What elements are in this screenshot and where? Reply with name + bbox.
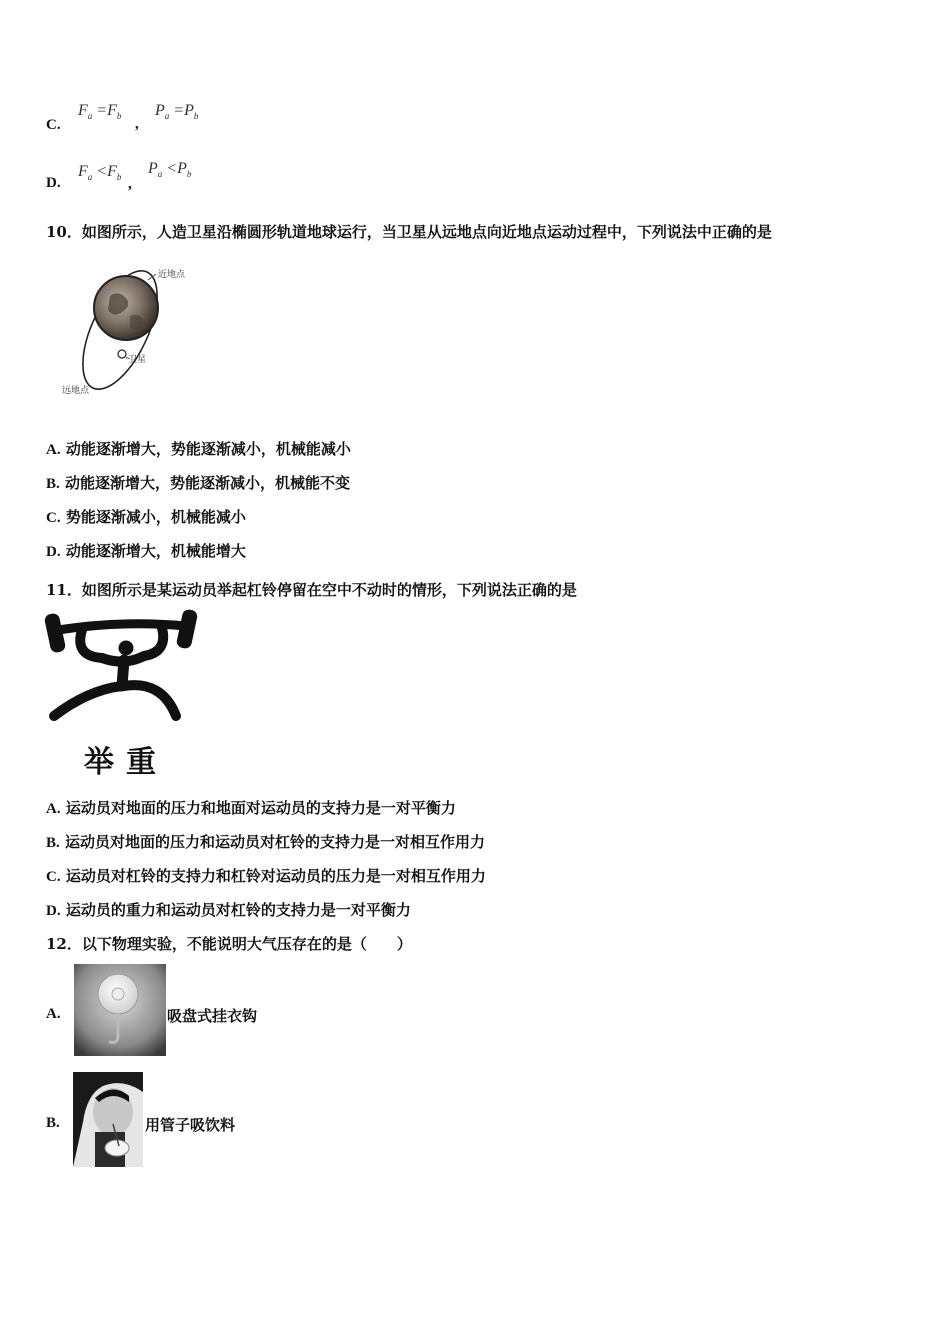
q10-option-b: B. 动能逐渐增大，势能逐渐减小，机械能不变 — [46, 474, 351, 492]
apogee-label: 远地点 — [62, 386, 90, 396]
suction-hook-photo — [74, 964, 166, 1056]
q12-stem: 12．以下物理实验，不能说明大气压存在的是（ ） — [46, 935, 412, 953]
q9-option-c-formula: $F_a =F_b$ — [78, 102, 122, 122]
q11-option-d: D. 运动员的重力和运动员对杠铃的支持力是一对平衡力 — [46, 901, 411, 919]
q12-option-b-text: 用管子吸饮料 — [145, 1116, 236, 1134]
satellite-icon — [118, 350, 126, 358]
q10-stem: 10．如图所示，人造卫星沿椭圆形轨道地球运行，当卫星从远地点向近地点运动过程中，下列说法中正确的是 — [46, 223, 772, 241]
satellite-label: 卫星 — [128, 355, 147, 365]
weightlifting-pictogram — [44, 608, 200, 726]
q10-orbit-figure — [58, 262, 208, 402]
q9-option-d-formula: $F_a <F_b$ — [78, 163, 122, 183]
q10-option-d: D. 动能逐渐增大，机械能增大 — [46, 542, 246, 560]
q9-option-d-letter: D. — [46, 175, 61, 191]
q10-option-c: C. 势能逐渐减小，机械能减小 — [46, 508, 246, 526]
q9-option-c-letter: C. — [46, 117, 61, 133]
q12-option-b-letter: B. — [46, 1115, 60, 1131]
q9-option-d-comma: , — [128, 176, 132, 192]
q9-option-c-comma: , — [135, 116, 139, 132]
q9-option-c-formula-p: $P_a =P_b$ — [155, 102, 199, 122]
q11-option-a: A. 运动员对地面的压力和地面对运动员的支持力是一对平衡力 — [46, 799, 456, 817]
q11-option-c: C. 运动员对杠铃的支持力和杠铃对运动员的压力是一对相互作用力 — [46, 867, 486, 885]
drinking-straw-photo — [73, 1072, 143, 1167]
q11-option-b: B. 运动员对地面的压力和运动员对杠铃的支持力是一对相互作用力 — [46, 833, 486, 851]
perigee-label: 近地点 — [158, 270, 186, 280]
q12-option-a-text: 吸盘式挂衣钩 — [167, 1007, 258, 1025]
weightlifting-caption: 举重 — [84, 745, 168, 780]
q12-option-a-letter: A. — [46, 1006, 61, 1022]
q9-option-d-formula-p: $P_a <P_b$ — [148, 160, 192, 180]
q11-stem: 11．如图所示是某运动员举起杠铃停留在空中不动时的情形，下列说法正确的是 — [46, 581, 577, 599]
q10-option-a: A. 动能逐渐增大，势能逐渐减小，机械能减小 — [46, 440, 351, 458]
